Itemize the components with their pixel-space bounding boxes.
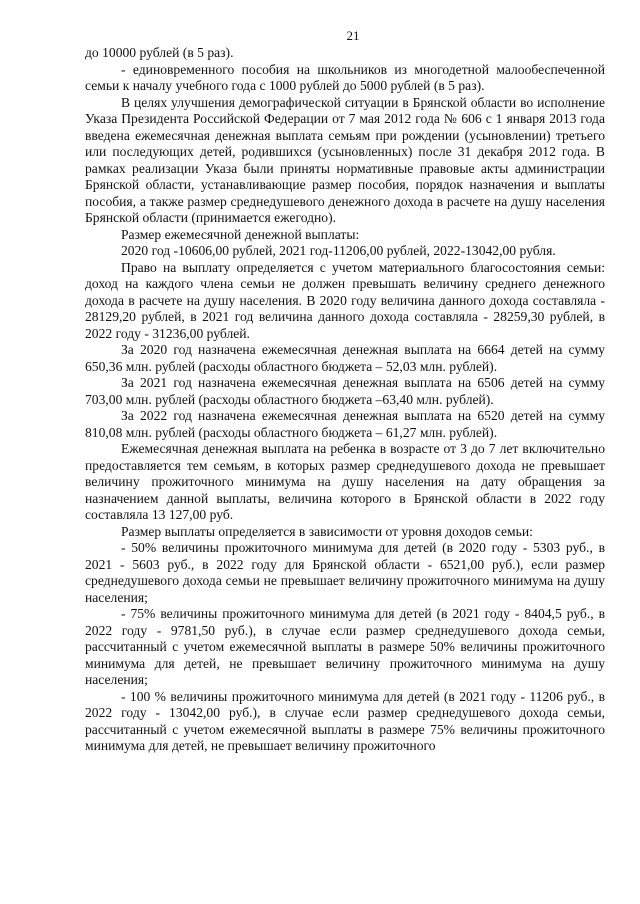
paragraph: до 10000 рублей (в 5 раз). — [85, 45, 234, 60]
page-number: 21 — [346, 28, 360, 43]
paragraph: - 50% величины прожиточного минимума для детей (в 2020 году - 5303 руб., в 2021 - 5603 руб., в 2022 году для Брянской области - 6521,00 руб.), если размер среднедушевого дохода семьи не превышает величину прожиточного минимума на душу населения; — [85, 540, 605, 605]
paragraph: Право на выплату определяется с учетом материального благосостояния семьи: доход на каждого члена семьи не должен превышать величину среднего денежного дохода в расчете на душу населения. В 2020 году величина данного дохода составляла - 28129,20 рублей, в 2021 год величина данного дохода составляла - 28259,30 рублей, в 2022 году - 31236,00 рублей. — [85, 259, 605, 341]
document-body — [85, 45, 605, 755]
paragraph: - единовременного пособия на школьников из многодетной малообеспеченной семьи к началу учебного года с 1000 рублей до 5000 рублей (в 5 раз). — [85, 61, 605, 93]
paragraph: Размер выплаты определяется в зависимости от уровня доходов семьи: — [121, 523, 533, 539]
paragraph: За 2022 год назначена ежемесячная денежная выплата на 6520 детей на сумму 810,08 млн. рублей (расходы областного бюджета – 61,27 млн. рублей). — [85, 408, 605, 440]
paragraph: За 2021 год назначена ежемесячная денежная выплата на 6506 детей на сумму 703,00 млн. рублей (расходы областного бюджета –63,40 млн. рублей). — [85, 375, 605, 407]
paragraph: За 2020 год назначена ежемесячная денежная выплата на 6664 детей на сумму 650,36 млн. рублей (расходы областного бюджета – 52,03 млн. рублей). — [85, 342, 605, 374]
paragraph: 2020 год -10606,00 рублей, 2021 год-11206,00 рублей, 2022-13042,00 рубля. — [121, 243, 556, 258]
paragraph: Размер ежемесячной денежной выплаты: — [121, 226, 360, 242]
paragraph: - 75% величины прожиточного минимума для детей (в 2021 году - 8404,5 руб., в 2022 году - 9781,50 руб.), в случае если размер среднедушевого дохода семьи, рассчитанный с учетом ежемесячной выплаты в размере 50% величины прожиточного минимума для детей, не превышает величину прожиточного минимума на душу населения; — [85, 606, 605, 687]
paragraph: В целях улучшения демографической ситуации в Брянской области во исполнение Указа Президента Российской Федерации от 7 мая 2012 года № 606 с 1 января 2013 года введена ежемесячная денежная выплата семьям при рождении (усыновлении) третьего или последующих детей, родившихся (усыновленных) после 31 декабря 2012 года. В рамках реализации Указа были приняты нормативные правовые акты администрации Брянской области, устанавливающие размер пособия, порядок назначения и выплаты пособия, а также размер среднедушевого денежного дохода в расчете на душу населения Брянской области (принимается ежегодно). — [85, 94, 605, 225]
paragraph: - 100 % величины прожиточного минимума для детей (в 2021 году - 11206 руб., в 2022 году - 13042,00 руб.), в случае если размер среднедушевого дохода семьи, рассчитанный с учетом ежемесячной выплаты в размере 75% величины прожиточного минимума для детей, не превышает величину прожиточного — [85, 688, 605, 753]
paragraph: Ежемесячная денежная выплата на ребенка в возрасте от 3 до 7 лет включительно предоставляется тем семьям, в которых размер среднедушевого дохода не превышает величину прожиточного минимума на душу населения на дату обращения за назначением данной выплаты, величина которого в Брянской области в 2022 году составляла 13 127,00 руб. — [85, 441, 605, 522]
